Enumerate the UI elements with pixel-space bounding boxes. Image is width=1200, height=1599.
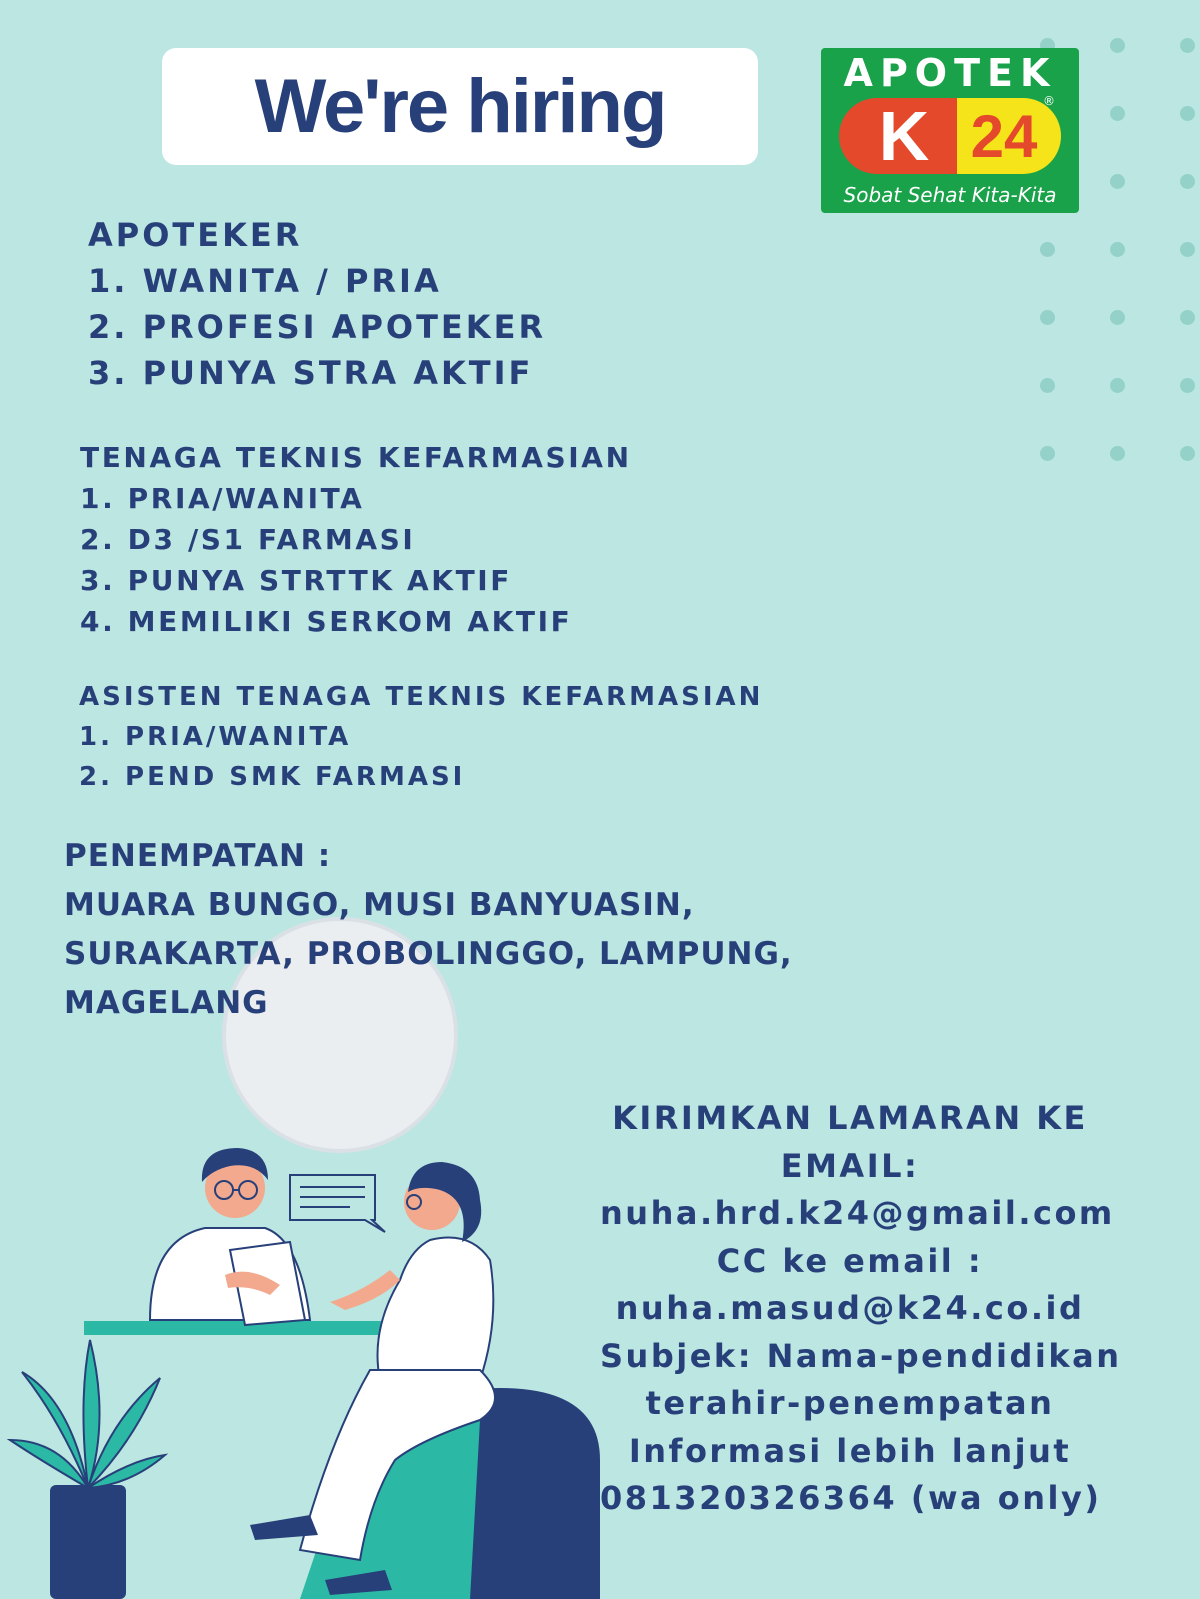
requirement-item: 3. PUNYA STRTTK AKTIF [80, 564, 513, 597]
dot [1180, 38, 1195, 53]
dot [1110, 310, 1125, 325]
woman-body [378, 1238, 494, 1381]
phone-number: 081320326364 (wa only) [600, 1479, 1102, 1517]
dot [1180, 378, 1195, 393]
requirement-item: 2. D3 /S1 FARMASI [80, 523, 416, 556]
dot [1110, 38, 1125, 53]
apotek-k24-logo [821, 48, 1079, 213]
requirement-item: 1. WANITA / PRIA [88, 262, 442, 300]
dot [1040, 378, 1055, 393]
requirement-item: 1. PRIA/WANITA [80, 482, 365, 515]
dot [1110, 242, 1125, 257]
requirement-item: 2. PROFESI APOTEKER [88, 308, 547, 346]
requirement-item: 4. MEMILIKI SERKOM AKTIF [80, 605, 573, 638]
plant-leaves [10, 1340, 165, 1488]
dot [1180, 242, 1195, 257]
dot [1040, 310, 1055, 325]
desk [84, 1321, 384, 1335]
email-cc: nuha.masud@k24.co.id [615, 1289, 1085, 1327]
apoteker-heading: APOTEKER [88, 216, 303, 254]
subject-line: terahir-penempatan [645, 1384, 1055, 1422]
info-line: Informasi lebih lanjut [628, 1431, 1072, 1470]
attk-heading: ASISTEN TENAGA TEKNIS KEFARMASIAN [79, 682, 764, 712]
requirement-item: 2. PEND SMK FARMASI [79, 762, 466, 792]
placement-line: MUARA BUNGO, MUSI BANYUASIN, [64, 887, 695, 923]
dot [1110, 106, 1125, 121]
speech-bubble [290, 1175, 385, 1232]
email-primary: nuha.hrd.k24@gmail.com [600, 1194, 1115, 1232]
logo-top-text: APOTEK [843, 51, 1057, 95]
cc-label: CC ke email : [716, 1241, 984, 1280]
dot [1180, 446, 1195, 461]
contact-heading: KIRIMKAN LAMARAN KE [612, 1099, 1088, 1137]
dot [1180, 106, 1195, 121]
registered-mark: ® [1043, 94, 1055, 108]
page-title: We're hiring [254, 63, 666, 149]
subject-line: Subjek: Nama-pendidikan [600, 1336, 1122, 1375]
ttk-heading: TENAGA TEKNIS KEFARMASIAN [80, 441, 632, 474]
contact-section [600, 1095, 1122, 1523]
dot [1040, 446, 1055, 461]
placement-heading: PENEMPATAN : [64, 838, 332, 874]
logo-mark-right: 24 [957, 98, 1061, 174]
dot [1110, 174, 1125, 189]
dot [1180, 310, 1195, 325]
requirement-item: 3. PUNYA STRA AKTIF [88, 354, 534, 392]
ttk-section [80, 437, 632, 642]
placement-line: MAGELANG [64, 985, 269, 1021]
hiring-banner [162, 48, 758, 165]
logo-mark [839, 98, 1061, 174]
dot [1040, 242, 1055, 257]
dot [1110, 378, 1125, 393]
dot [1110, 446, 1125, 461]
contact-heading: EMAIL: [780, 1146, 920, 1185]
requirement-item: 1. PRIA/WANITA [79, 722, 352, 752]
placement-line: SURAKARTA, PROBOLINGGO, LAMPUNG, [64, 936, 793, 972]
dot [1180, 174, 1195, 189]
attk-section [79, 677, 763, 797]
logo-mark-left: K [839, 98, 957, 174]
apoteker-section [88, 212, 546, 396]
plant-pot [50, 1485, 126, 1599]
placement-section [64, 832, 793, 1028]
logo-tagline: Sobat Sehat Kita-Kita [843, 183, 1057, 207]
